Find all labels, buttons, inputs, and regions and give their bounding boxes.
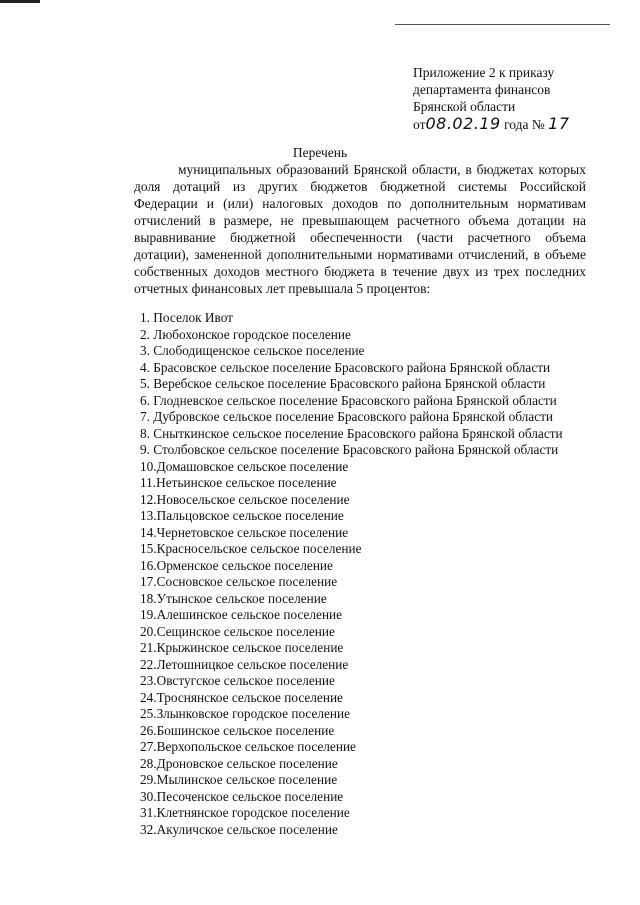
list-item: 32.Акуличское сельское поселение [140,821,338,837]
list-item: 15.Красносельское сельское поселение [140,541,362,556]
list-item: 26.Бошинское сельское поселение [140,722,335,738]
header-line-1: Приложение 2 к приказу [413,65,555,80]
scan-edge-mark [0,0,40,3]
handwritten-date: 08.02.19 [425,114,501,133]
list-item: 16.Орменское сельское поселение [140,557,333,573]
list-item: 23.Овстугское сельское поселение [140,673,335,688]
list-item: 8. Сныткинское сельское поселение Брасовского района Брянской области [140,425,563,441]
list-item: 10.Домашовское сельское поселение [140,458,349,474]
list-item: 19.Алешинское сельское поселение [140,607,343,622]
list-item: 12.Новосельское сельское поселение [140,491,350,507]
list-item: 4. Брасовское сельское поселение Брасовского района Брянской области [140,359,551,375]
list-item: 29.Мылинское сельское поселение [140,772,338,787]
list-item: 31.Клетнянское городское поселение [140,805,350,820]
order-header [413,64,633,133]
list-item: 7. Дубровское сельское поселение Брасовского района Брянской области [140,409,554,424]
year-label: года № [504,117,545,132]
intro-paragraph: муниципальных образований Брянской области, в бюджетах которых доля дотаций из других бюджетов бюджетной системы Российской Федерации и (или) налоговых доходов по дополнительным нормативам отчислений в размере, не превышающем расчетного объема дотации на выравнивание бюджетной обеспеченности (части расчетного объема дотации), замененной дополнительными нормативами отчислений, в объеме собственных доходов местного бюджета в течение двух из трех последних отчетных финансовых лет превышала 5 процентов: [134,162,586,296]
list-item: 6. Глодневское сельское поселение Брасовского района Брянской области [140,392,557,408]
list-item: 20.Сещинское сельское поселение [140,623,335,639]
list-item: 18.Утынское сельское поселение [140,590,327,606]
list-item: 14.Чернетовское сельское поселение [140,524,349,540]
handwritten-number: 17 [548,114,570,133]
list-item: 25.Злынковское городское поселение [140,706,351,721]
list-item: 22.Летошницкое сельское поселение [140,656,349,672]
list-item: 24.Троснянское сельское поселение [140,689,343,705]
list-item: 28.Дроновское сельское поселение [140,755,338,771]
list-item: 21.Крыжинское сельское поселение [140,640,344,655]
list-item: 11.Нетьинское сельское поселение [140,475,337,490]
municipality-list [140,310,610,838]
list-item: 2. Любохонское городское поселение [140,326,351,342]
header-line-3: Брянской области [413,99,516,114]
list-item: 3. Слободищенское сельское поселение [140,343,365,358]
list-item: 30.Песоченское сельское поселение [140,788,344,804]
list-item: 27.Верхопольское сельское поселение [140,739,356,754]
list-item: 5. Веребское сельское поселение Брасовского района Брянской области [140,376,546,391]
header-line-2: департамента финансов [413,82,551,97]
list-item: 1. Поселок Ивот [140,310,233,325]
header-date-line [413,115,633,133]
scan-line [395,24,610,25]
document-title: Перечень [292,145,348,160]
list-item: 13.Пальцовское сельское поселение [140,508,344,523]
list-item: 17.Сосновское сельское поселение [140,574,338,589]
from-label: от [413,117,426,132]
list-item: 9. Столбовское сельское поселение Брасовского района Брянской области [140,442,559,457]
